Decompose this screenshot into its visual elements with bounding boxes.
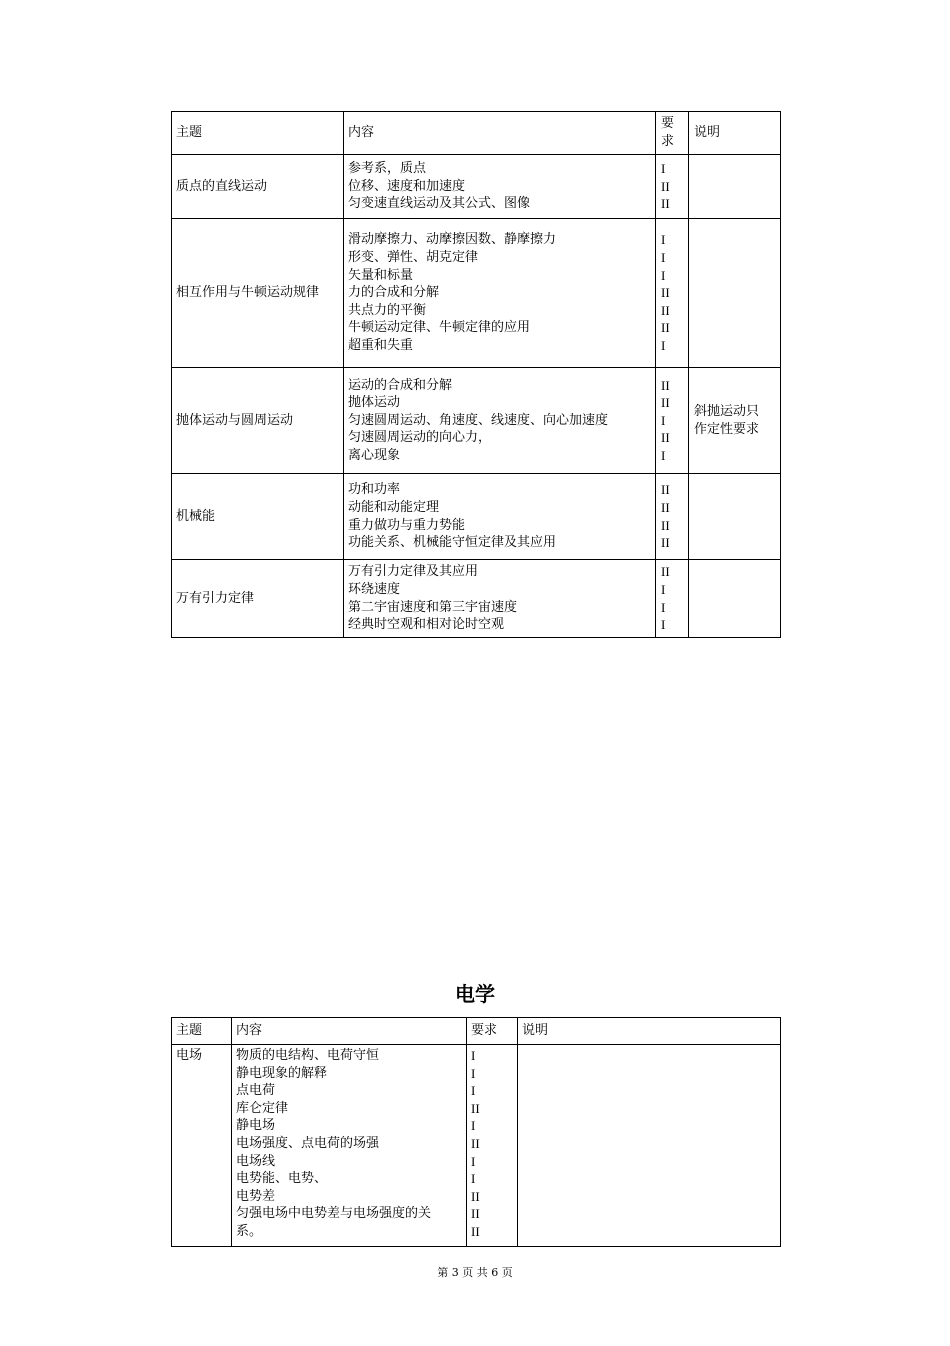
topic-cell: 相互作用与牛顿运动规律 xyxy=(172,219,344,368)
content-item: 匀速圆周运动的向心力， xyxy=(348,430,492,446)
content-item: 静电现象的解释 xyxy=(236,1065,328,1081)
table-row xyxy=(172,155,781,219)
requirement-level: II xyxy=(661,482,670,498)
header-topic: 主题 xyxy=(172,112,344,155)
content-item: 重力做功与重力势能 xyxy=(348,517,466,533)
requirement-cell xyxy=(656,219,689,368)
table-header-row xyxy=(172,112,781,155)
content-item: 参考系，质点 xyxy=(348,161,427,177)
content-item: 位移、速度和加速度 xyxy=(348,178,466,194)
note-line: 斜抛运动只 xyxy=(694,403,760,419)
content-item: 力的合成和分解 xyxy=(348,285,440,301)
content-item: 电势能、电势、 xyxy=(236,1171,328,1187)
requirement-level: II xyxy=(661,320,670,336)
header-topic: 主题 xyxy=(172,1018,232,1045)
header-content: 内容 xyxy=(232,1018,467,1045)
content-cell xyxy=(344,368,656,474)
requirement-level: I xyxy=(661,161,666,177)
content-cell xyxy=(344,474,656,560)
requirement-level: I xyxy=(661,617,666,633)
content-item: 匀强电场中电势差与电场强度的关 xyxy=(236,1206,432,1222)
topic-cell: 万有引力定律 xyxy=(172,560,344,638)
requirement-level: I xyxy=(471,1171,476,1187)
note-cell xyxy=(689,219,781,368)
content-item: 匀速圆周运动、角速度、线速度、向心加速度 xyxy=(348,412,609,428)
content-item: 动能和动能定理 xyxy=(348,499,440,515)
content-item: 运动的合成和分解 xyxy=(348,377,453,393)
header-requirement xyxy=(656,112,689,155)
table-row xyxy=(172,1045,781,1247)
content-item: 万有引力定律及其应用 xyxy=(348,564,479,580)
table-row xyxy=(172,219,781,368)
requirement-level: II xyxy=(471,1135,480,1151)
requirement-level: II xyxy=(471,1223,480,1239)
requirement-level: II xyxy=(661,499,670,515)
content-item: 经典时空观和相对论时空观 xyxy=(348,617,505,633)
requirement-level: II xyxy=(661,564,670,580)
requirement-cell xyxy=(656,155,689,219)
requirement-level: II xyxy=(661,430,670,446)
header-requirement-line: 要 xyxy=(661,116,675,132)
note-cell xyxy=(689,474,781,560)
note-cell xyxy=(689,560,781,638)
requirement-level: II xyxy=(471,1206,480,1222)
requirement-level: I xyxy=(471,1048,476,1063)
requirement-level: I xyxy=(471,1153,476,1169)
topic-cell: 质点的直线运动 xyxy=(172,155,344,219)
requirement-level: II xyxy=(471,1188,480,1204)
requirement-level: II xyxy=(661,196,670,212)
requirement-cell xyxy=(656,368,689,474)
table-row xyxy=(172,560,781,638)
content-item: 抛体运动 xyxy=(348,395,401,411)
requirement-level: I xyxy=(471,1065,476,1081)
requirement-level: I xyxy=(661,447,666,463)
content-item: 第二宇宙速度和第三宇宙速度 xyxy=(348,599,518,615)
header-requirement: 要求 xyxy=(467,1018,518,1045)
section-title: 电学 xyxy=(455,982,495,1006)
requirement-cell xyxy=(656,474,689,560)
content-cell xyxy=(232,1045,467,1247)
requirement-level: I xyxy=(661,581,666,597)
topic-cell: 抛体运动与圆周运动 xyxy=(172,368,344,474)
electricity-table xyxy=(171,1017,781,1247)
requirement-level: I xyxy=(661,412,666,428)
content-item: 功和功率 xyxy=(348,482,401,498)
requirement-cell xyxy=(467,1045,518,1247)
content-item: 离心现象 xyxy=(348,447,401,463)
content-item: 超重和失重 xyxy=(348,337,414,353)
content-item: 牛顿运动定律、牛顿定律的应用 xyxy=(348,320,531,336)
content-item: 环绕速度 xyxy=(348,581,401,597)
requirement-level: I xyxy=(661,250,666,266)
content-item: 电场强度、点电荷的场强 xyxy=(236,1135,380,1151)
requirement-level: II xyxy=(471,1100,480,1116)
requirement-level: II xyxy=(661,395,670,411)
topic-cell: 机械能 xyxy=(172,474,344,560)
requirement-level: I xyxy=(471,1083,476,1099)
note-cell xyxy=(689,155,781,219)
content-item: 电势差 xyxy=(236,1188,276,1204)
requirement-level: II xyxy=(661,377,670,393)
requirement-level: II xyxy=(661,285,670,301)
requirement-level: I xyxy=(661,599,666,615)
topic-cell: 电场 xyxy=(172,1045,232,1247)
page-number: 第 3 页 共 6 页 xyxy=(437,1266,513,1279)
requirement-level: I xyxy=(661,267,666,283)
content-cell xyxy=(344,155,656,219)
content-cell xyxy=(344,560,656,638)
note-line: 作定性要求 xyxy=(694,421,760,437)
requirement-cell xyxy=(656,560,689,638)
header-note: 说明 xyxy=(518,1018,781,1045)
table-header-row xyxy=(172,1018,781,1045)
content-cell xyxy=(344,219,656,368)
content-item: 物质的电结构、电荷守恒 xyxy=(236,1048,380,1063)
content-item: 共点力的平衡 xyxy=(348,302,427,318)
content-item: 形变、弹性、胡克定律 xyxy=(348,250,479,266)
requirement-level: II xyxy=(661,178,670,194)
header-content: 内容 xyxy=(344,112,656,155)
content-item: 电场线 xyxy=(236,1153,276,1169)
requirement-level: I xyxy=(471,1118,476,1134)
content-item: 库仑定律 xyxy=(236,1100,289,1116)
content-item: 矢量和标量 xyxy=(348,267,414,283)
note-cell xyxy=(518,1045,781,1247)
content-item: 静电场 xyxy=(236,1118,276,1134)
header-requirement-line: 求 xyxy=(661,134,675,149)
requirement-level: II xyxy=(661,535,670,551)
requirement-level: II xyxy=(661,517,670,533)
table-row xyxy=(172,368,781,474)
requirement-level: I xyxy=(661,232,666,248)
requirement-level: I xyxy=(661,337,666,353)
content-item: 功能关系、机械能守恒定律及其应用 xyxy=(348,535,557,551)
content-item: 系。 xyxy=(236,1223,263,1239)
mechanics-table xyxy=(171,111,781,638)
header-note: 说明 xyxy=(689,112,781,155)
note-cell xyxy=(689,368,781,474)
content-item: 点电荷 xyxy=(236,1083,276,1099)
requirement-level: II xyxy=(661,302,670,318)
content-item: 滑动摩擦力、动摩擦因数、静摩擦力 xyxy=(348,232,557,248)
content-item: 匀变速直线运动及其公式、图像 xyxy=(348,196,531,212)
table-row xyxy=(172,474,781,560)
